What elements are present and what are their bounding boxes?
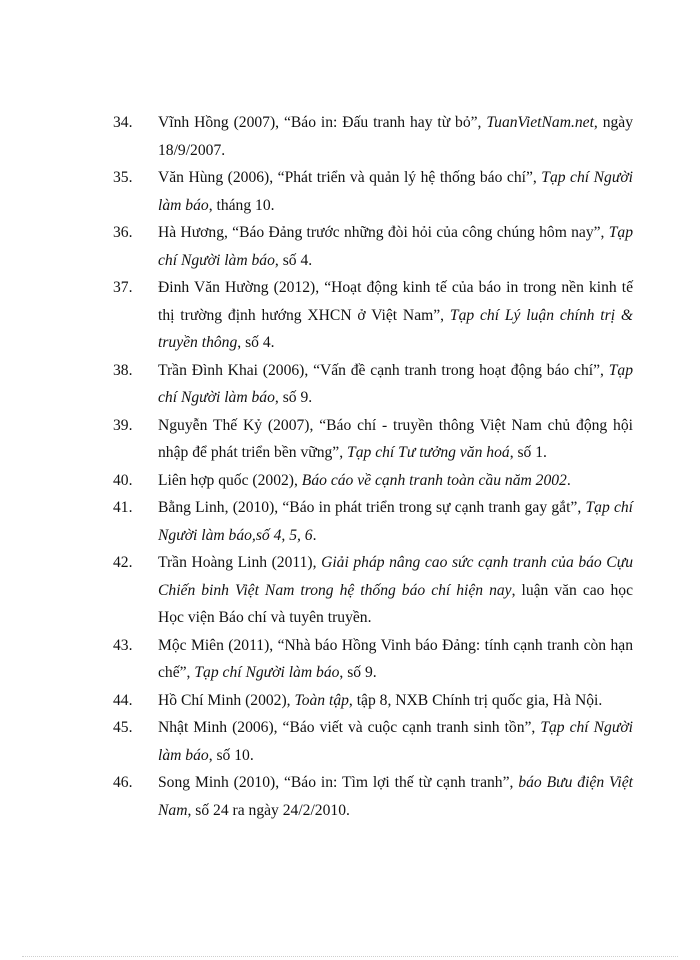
reference-number: 38. xyxy=(113,361,133,379)
reference-text xyxy=(158,494,633,549)
reference-number: 45. xyxy=(113,719,133,736)
reference-source-italic: Tạp chí Người làm báo xyxy=(158,361,633,406)
reference-number: 39. xyxy=(113,416,133,434)
reference-source-italic: Toàn tập xyxy=(294,691,349,709)
reference-item xyxy=(0,549,700,632)
reference-text-segment: , ngày 18/9/2007. xyxy=(158,114,634,159)
reference-text xyxy=(158,769,633,824)
reference-source-italic: Tạp chí Lý luận chính trị & truyền thông xyxy=(158,306,633,351)
reference-text-segment: , số 9. xyxy=(274,389,313,406)
reference-text xyxy=(158,274,633,357)
reference-source-italic: Giải pháp nâng cao sức cạnh tranh của báo Cựu Chiến binh Việt Nam trong hệ thống báo chí hiện nay xyxy=(158,554,633,599)
reference-text-segment: . xyxy=(312,526,317,544)
reference-number: 46. xyxy=(113,774,133,791)
reference-number: 36. xyxy=(113,224,133,241)
reference-text xyxy=(158,164,633,219)
reference-text-segment: Hà Hương, “Báo Đảng trước những đòi hỏi của công chúng hôm nay”, xyxy=(158,224,609,241)
reference-text xyxy=(158,632,633,687)
reference-text-segment: , số 10. xyxy=(208,746,254,764)
reference-text xyxy=(158,467,633,495)
reference-text xyxy=(158,549,633,632)
reference-source-italic: Tạp chí Người làm báo xyxy=(158,224,633,269)
reference-item xyxy=(0,357,700,412)
reference-item xyxy=(0,109,700,164)
reference-text xyxy=(158,219,633,274)
reference-text-segment: Trần Đình Khai (2006), “Vấn đề cạnh tranh trong hoạt động báo chí”, xyxy=(158,361,609,379)
reference-text-segment: , số 24 ra ngày 24/2/2010. xyxy=(187,801,350,819)
reference-text-segment: Liên hợp quốc (2002), xyxy=(158,471,302,489)
reference-number: 43. xyxy=(113,636,133,654)
reference-text-segment: Hồ Chí Minh (2002), xyxy=(158,691,295,709)
reference-source-italic: Tạp chí Người làm báo xyxy=(158,169,633,214)
reference-text-segment: Vĩnh Hồng (2007), “Báo in: Đấu tranh hay từ bỏ”, xyxy=(158,114,487,131)
reference-text-segment: Bằng Linh, (2010), “Báo in phát triển trong sự cạnh tranh gay gắt”, xyxy=(158,499,586,516)
reference-number: 44. xyxy=(113,691,133,709)
reference-text-segment: . xyxy=(566,471,571,489)
reference-text-segment: , số 9. xyxy=(339,664,377,681)
reference-number: 34. xyxy=(113,114,133,131)
reference-item xyxy=(0,412,700,467)
reference-text-segment: Nguyễn Thế Kỷ (2007), “Báo chí - truyền thông Việt Nam chủ động hội nhập để phát triển bền vững”, xyxy=(158,416,633,461)
reference-text-segment: , số 4. xyxy=(274,251,313,269)
reference-number: 42. xyxy=(113,554,133,571)
reference-text-segment: Văn Hùng (2006), “Phát triển và quản lý hệ thống báo chí”, xyxy=(158,169,542,186)
reference-list xyxy=(0,109,700,824)
reference-text-segment: Trần Hoàng Linh (2011), xyxy=(158,554,322,571)
reference-text-segment: , số 1. xyxy=(509,444,547,461)
reference-text xyxy=(158,357,633,412)
reference-text xyxy=(158,714,633,769)
reference-text-segment: , tập 8, NXB Chính trị quốc gia, Hà Nội. xyxy=(348,691,603,709)
reference-number: 41. xyxy=(113,499,133,516)
reference-text-segment: Mộc Miên (2011), “Nhà báo Hồng Vinh báo Đảng: tính cạnh tranh còn hạn chế”, xyxy=(158,636,633,681)
reference-source-italic: Tạp chí Người làm báo xyxy=(158,719,633,764)
reference-text-segment: , luận văn cao học Học viện Báo chí và tuyên truyền. xyxy=(158,581,633,626)
reference-item xyxy=(0,632,700,687)
reference-item xyxy=(0,494,700,549)
reference-item xyxy=(0,769,700,824)
reference-item xyxy=(0,164,700,219)
reference-item xyxy=(0,219,700,274)
reference-number: 35. xyxy=(113,169,133,186)
reference-text-segment: Song Minh (2010), “Báo in: Tìm lợi thế từ cạnh tranh”, xyxy=(158,774,519,791)
reference-item xyxy=(0,467,700,495)
reference-source-italic: Tạp chí Người làm báo xyxy=(194,664,340,681)
reference-text-segment: Nhật Minh (2006), “Báo viết và cuộc cạnh tranh sinh tồn”, xyxy=(158,719,541,736)
reference-text-segment: , số 4. xyxy=(237,334,275,351)
reference-text xyxy=(158,109,633,164)
reference-text-segment: Đinh Văn Hường (2012), “Hoạt động kinh tế của báo in trong nền kinh tế thị trường định hướng XHCN ở Việt Nam”, xyxy=(158,279,633,324)
reference-item xyxy=(0,714,700,769)
reference-source-italic: Tạp chí Tư tưởng văn hoá xyxy=(347,444,510,461)
reference-source-italic: báo Bưu điện Việt Nam xyxy=(158,774,633,819)
reference-item xyxy=(0,274,700,357)
reference-source-italic: Báo cáo về cạnh tranh toàn cầu năm 2002 xyxy=(301,471,567,489)
reference-item xyxy=(0,687,700,715)
reference-number: 37. xyxy=(113,279,133,296)
page-bottom-rule xyxy=(22,956,678,957)
reference-text-segment: , tháng 10. xyxy=(208,196,275,214)
reference-text xyxy=(158,412,633,467)
reference-text xyxy=(158,687,633,715)
reference-source-italic: TuanVietNam.net xyxy=(486,114,594,131)
reference-number: 40. xyxy=(113,471,133,489)
reference-source-italic: Tạp chí Người làm báo,số 4, 5, 6 xyxy=(158,499,634,544)
